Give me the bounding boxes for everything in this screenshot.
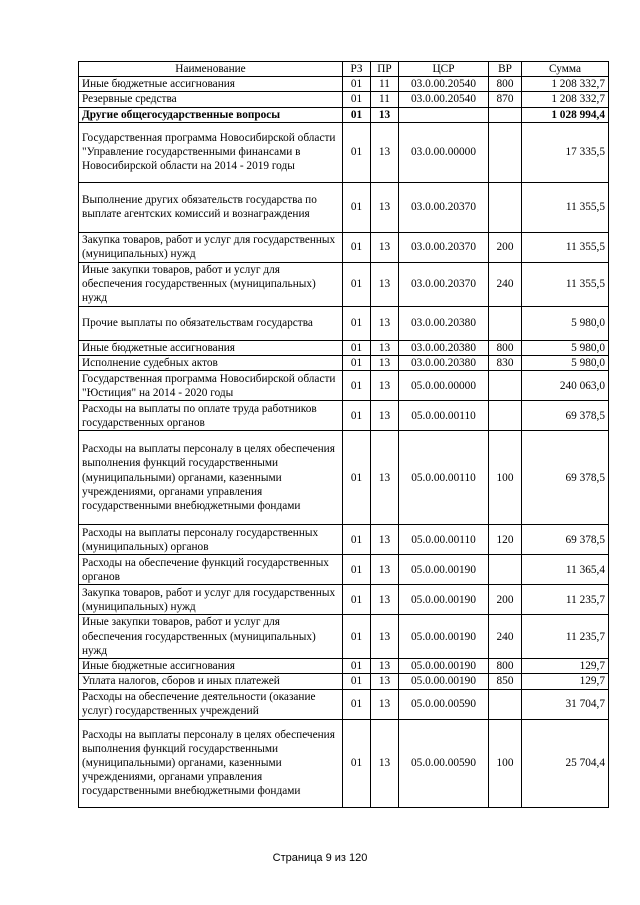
cell-sum: 1 208 332,7	[522, 77, 609, 92]
cell-vr	[489, 182, 522, 232]
budget-table	[78, 61, 609, 808]
cell-sum: 25 704,4	[522, 719, 609, 807]
cell-csr: 03.0.00.20380	[399, 306, 489, 340]
table-header-row	[79, 62, 609, 77]
table-row	[79, 107, 609, 122]
table-row	[79, 182, 609, 232]
cell-rz: 01	[343, 689, 371, 719]
cell-csr: 03.0.00.20370	[399, 262, 489, 306]
cell-pr: 13	[371, 585, 399, 615]
cell-csr: 05.0.00.00590	[399, 719, 489, 807]
cell-sum: 11 355,5	[522, 262, 609, 306]
cell-name: Иные закупки товаров, работ и услуг для обеспечения государственных (муниципальных) нужд	[79, 262, 343, 306]
cell-pr: 13	[371, 431, 399, 525]
cell-csr: 03.0.00.00000	[399, 122, 489, 182]
cell-sum: 5 980,0	[522, 340, 609, 355]
table-row	[79, 674, 609, 689]
cell-name: Расходы на выплаты персоналу в целях обеспечения выполнения функций государственными (муниципальными) органами, казенными учреждениями, органами управления государственными внебюджетными фондами	[79, 719, 343, 807]
cell-rz: 01	[343, 306, 371, 340]
cell-pr: 13	[371, 262, 399, 306]
table-row	[79, 340, 609, 355]
cell-name: Уплата налогов, сборов и иных платежей	[79, 674, 343, 689]
cell-vr	[489, 401, 522, 431]
cell-rz: 01	[343, 659, 371, 674]
cell-pr: 13	[371, 340, 399, 355]
cell-rz: 01	[343, 92, 371, 107]
cell-csr: 03.0.00.20370	[399, 182, 489, 232]
cell-csr: 03.0.00.20540	[399, 77, 489, 92]
cell-name: Закупка товаров, работ и услуг для государственных (муниципальных) нужд	[79, 585, 343, 615]
cell-rz: 01	[343, 122, 371, 182]
table-row	[79, 92, 609, 107]
header-rz: РЗ	[343, 62, 371, 77]
cell-csr: 03.0.00.20380	[399, 356, 489, 371]
cell-sum: 69 378,5	[522, 401, 609, 431]
table-row	[79, 689, 609, 719]
cell-name: Расходы на выплаты персоналу в целях обеспечения выполнения функций государственными (муниципальными) органами, казенными учреждениями, органами управления государственными внебюджетными фондами	[79, 431, 343, 525]
cell-vr: 120	[489, 525, 522, 555]
cell-vr: 850	[489, 674, 522, 689]
cell-name: Государственная программа Новосибирской области "Управление государственными финансами в Новосибирской области на 2014 - 2019 годы	[79, 122, 343, 182]
cell-csr: 05.0.00.00590	[399, 689, 489, 719]
cell-name: Прочие выплаты по обязательствам государства	[79, 306, 343, 340]
cell-sum: 129,7	[522, 659, 609, 674]
cell-pr: 13	[371, 719, 399, 807]
cell-vr: 240	[489, 615, 522, 659]
table-row	[79, 356, 609, 371]
cell-vr	[489, 107, 522, 122]
cell-pr: 13	[371, 182, 399, 232]
cell-csr: 05.0.00.00190	[399, 659, 489, 674]
cell-rz: 01	[343, 431, 371, 525]
cell-vr: 100	[489, 431, 522, 525]
cell-rz: 01	[343, 525, 371, 555]
cell-csr: 05.0.00.00190	[399, 555, 489, 585]
cell-pr: 13	[371, 356, 399, 371]
cell-rz: 01	[343, 356, 371, 371]
table-row	[79, 262, 609, 306]
cell-sum: 17 335,5	[522, 122, 609, 182]
header-vr: ВР	[489, 62, 522, 77]
cell-name: Иные закупки товаров, работ и услуг для обеспечения государственных (муниципальных) нужд	[79, 615, 343, 659]
cell-name: Расходы на выплаты по оплате труда работников государственных органов	[79, 401, 343, 431]
table-body	[79, 77, 609, 807]
cell-pr: 11	[371, 77, 399, 92]
cell-name: Иные бюджетные ассигнования	[79, 659, 343, 674]
table-row	[79, 555, 609, 585]
cell-pr: 13	[371, 615, 399, 659]
cell-pr: 13	[371, 107, 399, 122]
cell-csr: 05.0.00.00190	[399, 585, 489, 615]
cell-rz: 01	[343, 555, 371, 585]
cell-name: Выполнение других обязательств государства по выплате агентских комиссий и вознаграждения	[79, 182, 343, 232]
cell-sum: 69 378,5	[522, 431, 609, 525]
cell-name: Иные бюджетные ассигнования	[79, 77, 343, 92]
cell-vr	[489, 122, 522, 182]
cell-vr: 800	[489, 659, 522, 674]
cell-csr: 05.0.00.00190	[399, 615, 489, 659]
cell-rz: 01	[343, 107, 371, 122]
cell-vr: 100	[489, 719, 522, 807]
cell-sum: 11 235,7	[522, 585, 609, 615]
cell-name: Закупка товаров, работ и услуг для государственных (муниципальных) нужд	[79, 232, 343, 262]
cell-pr: 13	[371, 525, 399, 555]
cell-sum: 69 378,5	[522, 525, 609, 555]
cell-vr	[489, 371, 522, 401]
cell-csr: 05.0.00.00000	[399, 371, 489, 401]
table-row	[79, 431, 609, 525]
table-row	[79, 232, 609, 262]
table-row	[79, 122, 609, 182]
cell-sum: 1 028 994,4	[522, 107, 609, 122]
cell-vr: 870	[489, 92, 522, 107]
table-row	[79, 371, 609, 401]
table-row	[79, 719, 609, 807]
cell-sum: 11 355,5	[522, 232, 609, 262]
cell-pr: 13	[371, 659, 399, 674]
cell-vr: 200	[489, 232, 522, 262]
cell-pr: 13	[371, 232, 399, 262]
cell-csr: 05.0.00.00190	[399, 674, 489, 689]
cell-vr	[489, 555, 522, 585]
cell-name: Расходы на выплаты персоналу государственных (муниципальных) органов	[79, 525, 343, 555]
cell-csr	[399, 107, 489, 122]
cell-rz: 01	[343, 719, 371, 807]
cell-sum: 5 980,0	[522, 356, 609, 371]
table-row	[79, 77, 609, 92]
cell-name: Резервные средства	[79, 92, 343, 107]
cell-rz: 01	[343, 585, 371, 615]
cell-vr: 240	[489, 262, 522, 306]
cell-pr: 13	[371, 371, 399, 401]
cell-sum: 129,7	[522, 674, 609, 689]
table-row	[79, 585, 609, 615]
table-row	[79, 659, 609, 674]
cell-sum: 240 063,0	[522, 371, 609, 401]
cell-vr: 200	[489, 585, 522, 615]
table-row	[79, 306, 609, 340]
cell-pr: 11	[371, 92, 399, 107]
header-pr: ПР	[371, 62, 399, 77]
cell-name: Другие общегосударственные вопросы	[79, 107, 343, 122]
table-row	[79, 401, 609, 431]
cell-name: Расходы на обеспечение функций государственных органов	[79, 555, 343, 585]
cell-sum: 11 365,4	[522, 555, 609, 585]
cell-vr	[489, 306, 522, 340]
cell-name: Расходы на обеспечение деятельности (оказание услуг) государственных учреждений	[79, 689, 343, 719]
cell-pr: 13	[371, 689, 399, 719]
table-row	[79, 615, 609, 659]
cell-vr	[489, 689, 522, 719]
cell-sum: 31 704,7	[522, 689, 609, 719]
cell-sum: 1 208 332,7	[522, 92, 609, 107]
cell-rz: 01	[343, 615, 371, 659]
cell-csr: 05.0.00.00110	[399, 401, 489, 431]
cell-csr: 05.0.00.00110	[399, 431, 489, 525]
cell-csr: 03.0.00.20380	[399, 340, 489, 355]
cell-rz: 01	[343, 232, 371, 262]
cell-rz: 01	[343, 401, 371, 431]
cell-rz: 01	[343, 182, 371, 232]
header-csr: ЦСР	[399, 62, 489, 77]
cell-csr: 03.0.00.20540	[399, 92, 489, 107]
cell-pr: 13	[371, 674, 399, 689]
cell-pr: 13	[371, 401, 399, 431]
cell-pr: 13	[371, 306, 399, 340]
cell-vr: 800	[489, 77, 522, 92]
cell-rz: 01	[343, 371, 371, 401]
cell-csr: 05.0.00.00110	[399, 525, 489, 555]
cell-rz: 01	[343, 262, 371, 306]
header-name: Наименование	[79, 62, 343, 77]
header-sum: Сумма	[522, 62, 609, 77]
cell-rz: 01	[343, 77, 371, 92]
table-row	[79, 525, 609, 555]
cell-sum: 5 980,0	[522, 306, 609, 340]
page-footer: Страница 9 из 120	[272, 852, 368, 864]
cell-name: Государственная программа Новосибирской области "Юстиция" на 2014 - 2020 годы	[79, 371, 343, 401]
cell-sum: 11 355,5	[522, 182, 609, 232]
cell-vr: 830	[489, 356, 522, 371]
cell-name: Иные бюджетные ассигнования	[79, 340, 343, 355]
cell-rz: 01	[343, 340, 371, 355]
cell-pr: 13	[371, 555, 399, 585]
cell-name: Исполнение судебных актов	[79, 356, 343, 371]
cell-rz: 01	[343, 674, 371, 689]
cell-csr: 03.0.00.20370	[399, 232, 489, 262]
cell-sum: 11 235,7	[522, 615, 609, 659]
cell-vr: 800	[489, 340, 522, 355]
cell-pr: 13	[371, 122, 399, 182]
